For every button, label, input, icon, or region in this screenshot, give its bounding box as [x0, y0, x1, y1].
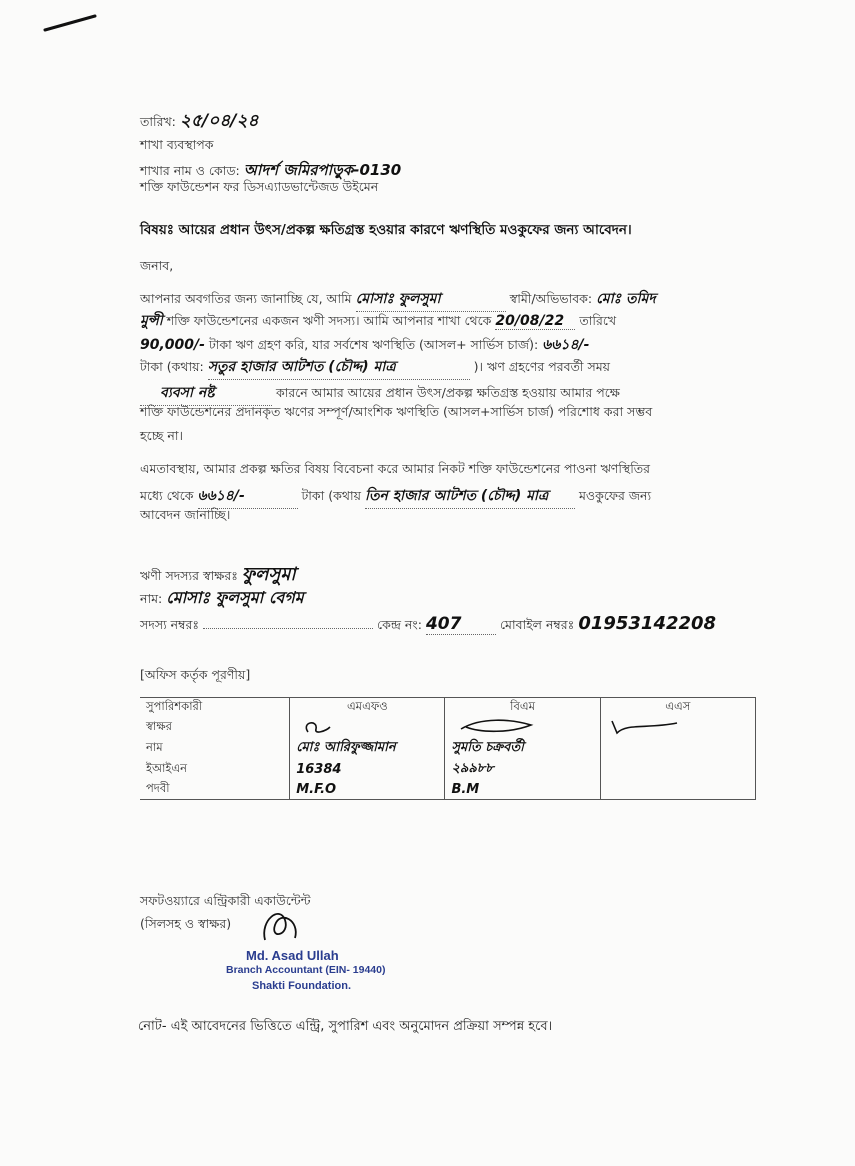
balance-amount-field: ৬৬১৪/- — [542, 337, 590, 353]
para1-line4 — [140, 355, 610, 380]
center-label: কেন্দ্র নং: — [377, 617, 422, 632]
accountant-line1: সফটওয়্যারে এন্ট্রিকারী একাউন্টেন্ট — [140, 893, 311, 908]
para-text: )। ঋণ গ্রহণের পরবর্তী সময় — [473, 359, 611, 374]
stamp-name: Md. Asad Ullah — [246, 948, 339, 963]
member-name-field: মোসাঃ ফুলসুমা — [356, 287, 506, 312]
date-value: ২৫/০৪/২৪ — [179, 111, 259, 131]
para1-line2 — [140, 309, 616, 333]
para1-line6: শক্তি ফাউন্ডেশনের প্রদানকৃত ঋণের সম্পূর্ণ/আংশিক ঋণস্থিতি (আসল+সার্ভিস চার্জ) পরিশোধ করা সম্ভব — [140, 404, 653, 419]
pen-mark — [40, 10, 100, 35]
subject: বিষয়ঃ আয়ের প্রধান উৎস/প্রকল্প ক্ষতিগ্রস্ত হওয়ার কারণে ঋণস্থিতি মওকুফের জন্য আবেদন। — [140, 222, 632, 238]
bm-designation: B.M — [445, 780, 600, 800]
member-name-value: মোসাঃ ফুলসুমা বেগম — [166, 588, 304, 607]
mfo-signature — [296, 717, 336, 735]
table-row — [140, 738, 756, 759]
table-header-cell: বিএম — [445, 698, 600, 718]
para-text: শক্তি ফাউন্ডেশনের একজন ঋণী সদস্য। আমি আপনার শাখা থেকে — [166, 313, 492, 328]
balance-words-field: সতুর হাজার আটশত (চৌদ্দ) মাত্র — [208, 355, 470, 380]
member-sign-label: ঋণী সদস্যর স্বাক্ষরঃ — [140, 568, 238, 583]
member-signature: ফুলসুমা — [241, 564, 296, 585]
para2-line2 — [140, 484, 651, 509]
note: নোট- এই আবেদনের ভিত্তিতে এন্ট্রি, সুপারিশ এবং অনুমোদন প্রক্রিয়া সম্পন্ন হবে। — [138, 1019, 553, 1034]
accountant-signature — [255, 900, 305, 950]
mfo-name: মোঃ আরিফুজ্জামান — [290, 738, 445, 759]
bm-signature — [451, 717, 541, 735]
table-row — [140, 780, 756, 800]
mobile-label: মোবাইল নম্বরঃ — [499, 617, 575, 632]
reason-field: ব্যবসা নষ্ট — [140, 381, 272, 406]
row-label: ইআইএন — [140, 759, 290, 780]
para-text: টাকা (কথায় — [301, 488, 361, 503]
table-row — [140, 717, 756, 738]
table-header-cell: সুপারিশকারী — [140, 698, 290, 718]
bm-name: সুমতি চক্রবর্তী — [445, 738, 600, 759]
para-text: টাকা ঋণ গ্রহণ করি, যার সর্বশেষ ঋণস্থিতি (আসল+ সার্ভিস চার্জ): — [208, 337, 539, 352]
org-line: শক্তি ফাউন্ডেশন ফর ডিসএ্যাডভান্টেজড উইমেন — [140, 179, 379, 194]
bm-ein: ২৯৯৮৮ — [445, 759, 600, 780]
mfo-signature-cell — [290, 717, 445, 738]
para-text: স্বামী/অভিভাবক: — [509, 291, 593, 306]
loan-date-field: 20/08/22 — [495, 313, 575, 330]
guardian-name-field-2: মুন্সী — [140, 313, 163, 329]
member-number-label: সদস্য নম্বরঃ — [140, 617, 200, 632]
as-signature — [607, 717, 687, 735]
para1-line7: হচ্ছে না। — [140, 428, 183, 443]
salutation: জনাব, — [140, 258, 174, 273]
para-text: মওকুফের জন্য — [578, 488, 652, 503]
branch-value: আদর্শ জমিরপাড়ুক-0130 — [243, 161, 402, 179]
as-signature-cell — [600, 717, 755, 738]
table-header-cell: এমএফও — [290, 698, 445, 718]
office-heading: [অফিস কর্তৃক পূরণীয়] — [140, 667, 251, 682]
para-text: আপনার অবগতির জন্য জানাচ্ছি যে, আমি — [140, 291, 352, 306]
office-table — [140, 697, 756, 800]
recipient: শাখা ব্যবস্থাপক — [140, 137, 214, 152]
waiver-amount-field: ৬৬১৪/- — [198, 484, 298, 509]
para2-line3: আবেদন জানাচ্ছি। — [140, 507, 231, 522]
para-text: টাকা (কথায়: — [140, 359, 204, 374]
waiver-words-field: তিন হাজার আটশত (চৌদ্দ) মাত্র — [365, 484, 575, 509]
table-header-cell: এএস — [600, 698, 755, 718]
as-designation — [600, 780, 755, 800]
mobile-value: 01953142208 — [578, 613, 717, 634]
accountant-line2: (সিলসহ ও স্বাক্ষর) — [140, 916, 232, 931]
para1-line5 — [140, 381, 620, 406]
para-text: তারিখে — [579, 313, 617, 328]
mfo-designation: M.F.O — [290, 780, 445, 800]
center-value: 407 — [426, 614, 496, 635]
member-number-field — [203, 628, 373, 629]
member-number-line — [140, 613, 716, 637]
member-name-line — [140, 585, 304, 612]
stamp-org: Shakti Foundation. — [252, 980, 351, 992]
row-label: পদবী — [140, 780, 290, 800]
bm-signature-cell — [445, 717, 600, 738]
row-label: স্বাক্ষর — [140, 717, 290, 738]
row-label: নাম — [140, 738, 290, 759]
mfo-ein: 16384 — [290, 759, 445, 780]
stamp-title: Branch Accountant (EIN- 19440) — [226, 964, 386, 976]
table-row — [140, 698, 756, 718]
as-ein — [600, 759, 755, 780]
table-row — [140, 759, 756, 780]
as-name — [600, 738, 755, 759]
branch-label: শাখার নাম ও কোড: — [140, 163, 240, 178]
para1-line3 — [140, 333, 589, 357]
para-text: মধ্যে থেকে — [140, 488, 194, 503]
date-line — [140, 108, 259, 136]
para-text: কারনে আমার আয়ের প্রধান উৎস/প্রকল্প ক্ষতিগ্রস্ত হওয়ায় আমার পক্ষে — [275, 385, 620, 400]
date-label: তারিখ: — [140, 114, 176, 129]
para2-line1: এমতাবস্থায়, আমার প্রকল্প ক্ষতির বিষয় বিবেচনা করে আমার নিকট শক্তি ফাউন্ডেশনের পাওনা ঋণস্থিতির — [140, 461, 651, 476]
guardian-name-field: মোঃ তমিদ — [596, 291, 656, 307]
member-name-label: নাম: — [140, 591, 163, 606]
loan-amount-field: 90,000/- — [140, 337, 205, 353]
